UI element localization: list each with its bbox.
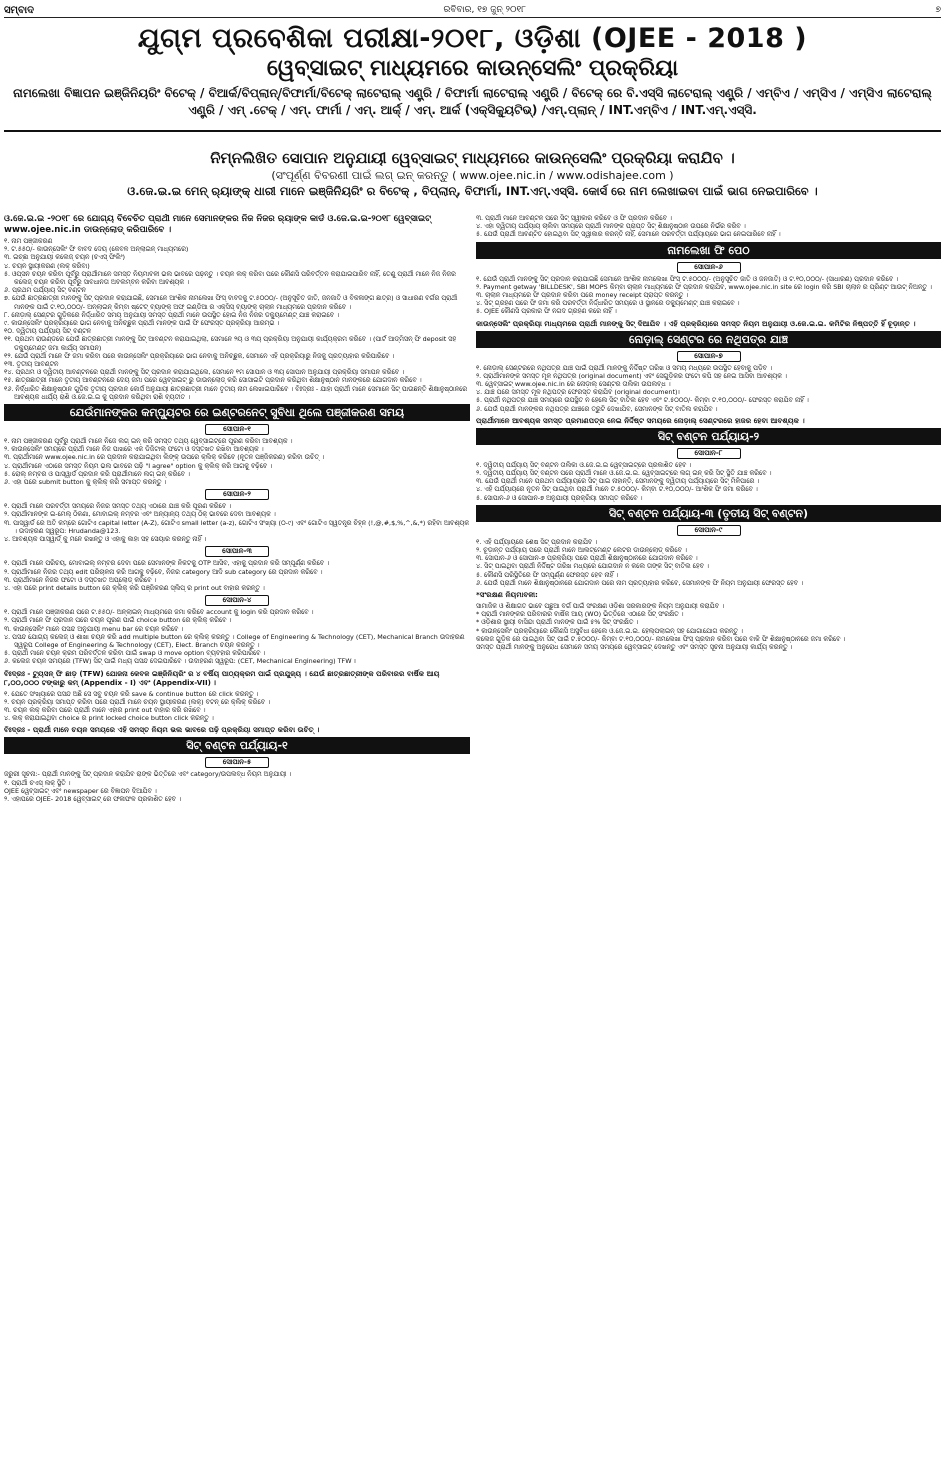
list-item: * କାଉନ୍‌ସେଲିଂ ପ୍ରକ୍ରିୟାରେ କୌଣସି ଅସୁବିଧା ହେଲେ ଓ.ଜେ.ଇ.ଇ. ହେଲ୍ପଲାଇନ୍ ସହ ଯୋଗାଯୋଗ କରନ୍ତୁ ।: [476, 626, 743, 635]
list-item: ୫. ପ୍ରାର୍ଥୀ ମାନେ ଚୟନ କ୍ରମ ପରିବର୍ତ୍ତନ କରିବା ପାଇଁ swap ଓ move option ବ୍ୟବହାର କରିପାରିବେ ।: [4, 649, 266, 658]
list-item: ୩. ଚୟନ ଲକ୍ କରିବା ପରେ ପ୍ରାର୍ଥୀ ମାନେ ଏହାର print out ବାହାର କରି ରଖିବେ ।: [4, 705, 206, 714]
list-item: ୩. କାଉନ୍‌ସେଲିଂ ମାନେ ପସନ୍ଦ ଅନୁଯାୟୀ menu bar ରେ ଚୟନ କରିବେ ।: [4, 624, 184, 633]
list-item: ୫. ଯେଉଁ ପ୍ରାର୍ଥୀ ଆବଣ୍ଟିତ ହୋଇଥିବା ସିଟ୍ ସ୍ୱୀକାର କରନ୍ତି ନାହିଁ, ସେମାନେ ପରବର୍ତ୍ତୀ ପର୍ଯ୍ୟାୟରେ ଭାଗ ନେଇପାରିବେ ନାହିଁ ।: [476, 230, 781, 239]
list-item: * ପ୍ରାର୍ଥୀ ମାନଙ୍କର ପରିବାରର ବାର୍ଷିକ ଆୟ (WO) ଭିତ୍ତିରେ ଏଠାରେ ସିଟ୍ ସଂରକ୍ଷିତ ।: [476, 610, 684, 619]
list-item: ୬. ଯେଉଁ ପ୍ରାର୍ଥୀ ମାନଙ୍କର ନଥିପତ୍ର ଯାଞ୍ଚରେ ତ୍ରୁଟି ଦେଖାଯିବ, ସେମାନଙ୍କ ସିଟ୍ ବାତିଲ କରାଯିବ ।: [476, 404, 718, 413]
list-item: ୪. ପସନ୍ଦ ଯୋଗ୍ୟ କଲେଜ୍ ଓ ଶାଖା ଚୟନ କରି add multiple button ରେ କ୍ଲିକ୍ କରନ୍ତୁ । College of Engineering & Technology (CET), Mechanical Branch ଉଦାହରଣ ସ୍ୱରୂପ College of Engineering & Technology (CET), Elect. Branch ଚୟନ କରନ୍ତୁ ।: [4, 632, 465, 649]
list-item: ୧୦. ଦ୍ୱିତୀୟ ପର୍ଯ୍ୟାୟ ସିଟ୍ ବଣ୍ଟନ: [4, 327, 92, 336]
list-item: ୪. ଲକ୍ କରାଯାଇଥିବା choice ର print locked choice button click କରନ୍ତୁ ।: [4, 714, 214, 723]
list-item: ୪. ଆବଶ୍ୟକ ପାସ୍‌ୱାର୍ଡ୍ କୁ ମନେ ରଖନ୍ତୁ ଓ ଏହାକୁ କାହା ସହ ସେୟାର କରନ୍ତୁ ନାହିଁ ।: [4, 535, 207, 544]
list-item: ୧. ଏହି ପର୍ଯ୍ୟାୟରେ ଶେଷ ସିଟ୍ ପ୍ରଦାନ କରାଯିବ ।: [476, 537, 598, 546]
list-item: ୧୬. ନିର୍ଦ୍ଧାରିତ ଶିକ୍ଷାନୁଷ୍ଠାନ ଗୁଡ଼ିକ ତୃତୀୟ ପ୍ରଦାନ କୋର୍ସ ଅନୁଯାୟୀ ଛାତ୍ରଛାତ୍ରୀ ମାନେ ତୃତୀୟ ନାମ ଲେଖାଇପାରିବେ । ବିଃଦ୍ରଃ - ଯାହା ପ୍ରାର୍ଥୀ ମାନେ ସେମାନେ ସିଟ୍ ପାଉଛନ୍ତି ଶିକ୍ଷାନୁଷ୍ଠାନରେ ଆବଶ୍ୟକ ଧାର୍ଯ୍ୟ ରାଶି ଓ.ଜେ.ଇ.ଇ କୁ ପ୍ରଦାନ କରିଥିବା ରାଶି ବ୍ୟତୀତ ।: [4, 384, 468, 401]
list-item: ୧୨. ଯେଉଁ ପ୍ରାର୍ଥୀ ମାନେ ଫି ଜମା କରିବା ପରେ କାଉନ୍‌ସେଲିଂ ପ୍ରକ୍ରିୟାରେ ଭାଗ ନେବାକୁ ଅନିଚ୍ଛୁକ, ସେମାନେ ଏହି ପ୍ରକ୍ରିୟାରୁ ନିଜକୁ ପ୍ରତ୍ୟାହାର କରିପାରିବେ ।: [4, 351, 395, 360]
list-item: ୨. କାଉନ୍‌ସେଲିଂ ସମୟରେ ପ୍ରାର୍ଥୀ ମାନେ ନିଜ ପାଖରେ ଏକ ଡିଜିଟାଲ୍ ଫଟୋ ଓ ଦସ୍ତଖତ ରଖିବା ଆବଶ୍ୟକ ।: [4, 445, 264, 454]
list-item: ୩. ସୋପାନ-୬ ଓ ସୋପାନ-୭ ପ୍ରକ୍ରିୟା ପରେ ପ୍ରାର୍ଥୀ ଶିକ୍ଷାନୁଷ୍ଠାନରେ ଯୋଗଦାନ କରିବେ ।: [476, 554, 698, 563]
list-item: ୧. ପ୍ରାର୍ଥୀ ଚଏସ୍ ଲକ୍ ସ୍ଥିତି ।: [4, 778, 71, 787]
step-label-9: ସୋପାନ-୯: [677, 525, 741, 536]
list-item: ୨. ଟ.୫୫୦/- କାଉନ୍‌ସେଲିଂ ଫି ବାବଦ ଦେୟ (କେବଳ ଅନ୍‌ଲାଇନ୍ ମାଧ୍ୟମରେ): [4, 245, 189, 254]
step1-list: [4, 437, 470, 486]
notice-eligibility: ଓ.ଜେ.ଇ.ଇ ମେନ୍ ର‍୍ୟାଙ୍କ୍ ଧାରୀ ମାନେ ଇଞ୍ଜିନିୟରିଂ ର ବିଟେକ୍ , ବିପ୍ଲାନ୍, ବିଫାର୍ମା, INT.ଏମ୍.ଏସ୍‌ସି. କୋର୍ସ ରେ ନାମ ଲେଖାଇବା ପାଇଁ ଭାଗ ନେଇପାରିବେ ।: [127, 184, 818, 198]
round3-list: [476, 538, 941, 587]
step-label-8: ସୋପାନ-୮: [677, 448, 741, 459]
list-item: OJEE ୱେବ୍‌ସାଇଟ୍ ଏବଂ newspaper ରେ ବିଜ୍ଞାପନ ଦିଆଯିବ ।: [4, 786, 157, 795]
list-item: ୫. କୌଣସି ପରିସ୍ଥିତିରେ ଫି ସମ୍ପୂର୍ଣ୍ଣ ଫେରସ୍ତ ହେବ ନାହିଁ ।: [476, 570, 619, 579]
section-heading-registration: ଯେଉଁମାନଙ୍କର କମ୍ପ୍ୟୁଟର ରେ ଇଣ୍ଟରନେଟ୍ ସୁବିଧା ଥିଲେ ପଞ୍ଜୀକରଣ ସମୟ: [4, 404, 470, 421]
list-item: ୯. କାଉନ୍‌ସେଲିଂ ପ୍ରକ୍ରିୟାରେ ଭାଗ ନେବାକୁ ଅନିଚ୍ଛୁକ ପ୍ରାର୍ଥୀ ମାନଙ୍କ ପାଇଁ ଫି ଫେରସ୍ତ ପ୍ରକ୍ରିୟା ଆରମ୍ଭ ।: [4, 319, 280, 328]
list-item: ୫. ସୋପାନ-୬ ଓ ସୋପାନ-୭ ଅନୁଯାୟୀ ପ୍ରକ୍ରିୟା ସମାପ୍ତ କରିବେ ।: [476, 493, 643, 502]
right-column: [476, 214, 941, 1470]
list-item: ୨. ପ୍ରାର୍ଥୀ ମାନେ ଫି ପ୍ରଦାନ ପରେ ଚୟନ ପୂରଣ ପାଇଁ choice button ରେ କ୍ଲିକ୍ କରିବେ ।: [4, 616, 232, 625]
step-label-2: ସୋପାନ-୨: [205, 489, 269, 500]
exam-title: ଯୁଗ୍ମ ପ୍ରବେଶିକା ପରୀକ୍ଷା-୨୦୧୮, ଓଡ଼ିଶା (OJEE - 2018 ): [137, 23, 808, 54]
round1-list: [4, 770, 470, 803]
list-item: ୧. ନାମ ପଞ୍ଜୀକରଣ: [4, 237, 53, 245]
list-item: ୪. ଏହି ପର୍ଯ୍ୟାୟରେ ନୂତନ ସିଟ୍ ପାଇଥିବା ପ୍ରାର୍ଥୀ ମାନେ ଟ.୫୦୦୦/- କିମ୍ବା ଟ.୧୦,୦୦୦/- ଆଂଶିକ ଫି ଜମା କରିବେ ।: [476, 485, 758, 494]
list-item: ୧୪. ପ୍ରଥମ ଓ ଦ୍ୱିତୀୟ ଆବଣ୍ଟନରେ ପ୍ରାର୍ଥୀ ମାନଙ୍କୁ ସିଟ୍ ପ୍ରଦାନ କରାଯାଇଥିଲେ, ସେମାନେ ୧ମ ସୋପାନ ଓ ୩ୟ ସୋପାନ ଅନୁଯାୟୀ ପ୍ରକ୍ରିୟା ସମାପନ କରିବେ ।: [4, 368, 405, 377]
list-item: ୩. ୱେବ୍‌ସାଇଟ୍ www.ojee.nic.in ରେ ନୋଡ଼ାଲ୍ ସେଣ୍ଟର ତାଲିକା ଉପଲବ୍ଧ ।: [476, 380, 671, 389]
paper-name: ସମ୍ବାଦ: [4, 4, 34, 16]
list-item: ୨. ପ୍ରାର୍ଥୀମାନଙ୍କ ସମସ୍ତ ମୂଳ ନଥିପତ୍ର (original document) ଏବଂ ସେଗୁଡ଼ିକର ଫଟୋ କପି ସହ ନେଇ ଆସିବା ଆବଶ୍ୟକ ।: [476, 371, 787, 380]
list-item: ୧. ଯେତେ ସଂଖ୍ୟାରେ ପସନ୍ଦ ଅଛି ସେ ସବୁ ଚୟନ କରି save & continue button ରେ click କରନ୍ତୁ ।: [4, 689, 259, 698]
advertisement-header: [4, 20, 941, 132]
list-item: ୫. ଓପ୍ସନ ଚୟନ କରିବା ପୂର୍ବରୁ ପ୍ରାର୍ଥୀମାନେ ସମସ୍ତ ନିୟମାବଳୀ ଭଲ ଭାବରେ ପଢ଼ନ୍ତୁ । ଚୟନ ଲକ୍ କରିବା ପରେ କୌଣସି ପରିବର୍ତ୍ତନ କରାଯାଇପାରିବ ନାହିଁ, ତେଣୁ ପ୍ରାର୍ଥୀ ମାନେ ନିଜ ନିଜର କଲେଜ୍ ଚୟନ କରିବା ପୂର୍ବରୁ ସାବଧାନତା ଅବଲମ୍ବନ କରିବା ଆବଶ୍ୟକ ।: [4, 269, 456, 287]
page-number: ୭: [935, 5, 941, 15]
round2-list: [476, 461, 941, 502]
left-column: [4, 214, 470, 1470]
list-item: ୫. OJEE କୌଣସି ପ୍ରକାର ଫି ନଗଦ ଗ୍ରହଣ କରେ ନାହିଁ ।: [476, 307, 617, 316]
list-item: ୧୧. ପ୍ରଥମ ରାଉଣ୍ଡରେ ଯେଉଁ ଛାତ୍ରଛାତ୍ରୀ ମାନଙ୍କୁ ସିଟ୍ ଆବଣ୍ଟନ କରାଯାଇଥିଲା, ସେମାନେ ୨ୟ ଓ ୩ୟ ପ୍ରକ୍ରିୟା ଅନୁଯାୟୀ କାର୍ଯ୍ୟକ୍ରମ କରିବେ । (ପାର୍ଟ ଆଡ୍‌ମିସନ୍ ଫି deposit ସହ ଡକ୍ୟୁମେଣ୍ଟ୍ ଜମା କାର୍ଯ୍ୟ ସମାପନ): [4, 335, 457, 352]
list-item: ୩. ଯେଉଁ ପ୍ରାର୍ଥୀ ମାନେ ପ୍ରଥମ ପର୍ଯ୍ୟାୟରେ ସିଟ୍ ପାଇ ନାହାନ୍ତି, ସେମାନଙ୍କୁ ଦ୍ୱିତୀୟ ପର୍ଯ୍ୟାୟରେ ସିଟ୍ ମିଳିପାରେ ।: [476, 477, 760, 486]
list-item: ୫. ପ୍ରାର୍ଥୀ ନଥିପତ୍ର ଯାଞ୍ଚ ସମୟରେ ଉପସ୍ଥିତ ନ ହେଲେ ସିଟ୍ ବାତିଲ ହେବ ଏବଂ ଟ.୫୦୦୦/- କିମ୍ବା ଟ.୧୦,୦୦୦/- ଫେରସ୍ତ କରାଯିବ ନାହିଁ ।: [476, 396, 809, 405]
section-heading-round3: ସିଟ୍ ବଣ୍ଟନ ପର୍ଯ୍ୟାୟ-୩ (ତୃତୀୟ ସିଟ୍ ବଣ୍ଟନ): [476, 505, 941, 522]
list-item: ୬. କଲେଜ ଚୟନ ସମୟରେ (TFW) ସିଟ୍ ପାଇଁ ମଧ୍ୟ ପସନ୍ଦ ଦେଇପାରିବେ । ଉଦାହରଣ ସ୍ୱରୂପ: (CET, Mechanical Engineering) TFW ।: [4, 657, 356, 666]
list-item: ୩. ପ୍ରାର୍ଥୀମାନେ ନିଜର ଫଟୋ ଓ ଦସ୍ତଖତ ଅପ୍‌ଲୋଡ୍ କରିବେ ।: [4, 575, 157, 584]
list-item: ୧. ପ୍ରାର୍ଥୀ ମାନେ ପରବର୍ତ୍ତୀ ସମୟରେ ନିଜର ସମସ୍ତ ତଥ୍ୟ ଏଠାରେ ଯାଞ୍ଚ କରି ପୂରଣ କରିବେ ।: [4, 502, 232, 511]
list-item: ସମସ୍ତ ପ୍ରାର୍ଥୀ ମାନଙ୍କୁ ଅନୁରୋଧ ସେମାନେ ସମୟ ସମୟରେ ୱେବ୍‌ସାଇଟ୍ ଦେଖନ୍ତୁ ଏବଂ ସମସ୍ତ ସୂଚନା ଅନୁଯାୟୀ କାର୍ଯ୍ୟ କରନ୍ତୁ ।: [476, 643, 793, 652]
list-item: ୨. ଚୟନ ପ୍ରକ୍ରିୟା ସମାପ୍ତ କରିବା ପରେ ପ୍ରାର୍ଥୀ ମାନେ ଚୟନ ସ୍ଥାୟୀକରଣ (ଲକ୍) ବଟନ୍ ରେ କ୍ଲିକ୍ କରିବେ ।: [4, 697, 270, 706]
step-label-6: ସୋପାନ-୬: [677, 262, 741, 273]
list-item: ୪. ଚୟନ ସ୍ଥାୟୀକରଣ (ଲକ୍ କରିବା): [4, 261, 90, 270]
step-label-7: ସୋପାନ-୭: [677, 351, 741, 362]
list-item: ୬. ପ୍ରଥମ ପର୍ଯ୍ୟାୟ ସିଟ୍ ବଣ୍ଟନ: [4, 286, 86, 295]
list-item: ୧. ଦ୍ୱିତୀୟ ପର୍ଯ୍ୟାୟ ସିଟ୍ ବଣ୍ଟନ ତାଲିକା ଓ.ଜେ.ଇ.ଇ ୱେବ୍‌ସାଇଟ୍‌ରେ ପ୍ରକାଶିତ ହେବ ।: [476, 460, 692, 469]
step4-list: [4, 608, 470, 665]
issue-date: ରବିବାର, ୧୭ ଜୁନ୍ ୨୦୧୮: [443, 5, 526, 15]
step3-list: [4, 559, 470, 592]
list-item: ୨. ଦ୍ୱିତୀୟ ପର୍ଯ୍ୟାୟ ସିଟ୍ ବଣ୍ଟନ ପରେ ପ୍ରାର୍ଥୀ ମାନେ ଓ.ଜେ.ଇ.ଇ. ୱେବ୍‌ସାଇଟ୍‌ରେ ଲଗ୍ ଇନ୍ କରି ସିଟ୍ ସ୍ଥିତି ଯାଞ୍ଚ କରିବେ ।: [476, 469, 772, 478]
step-label-5: ସୋପାନ-୫: [205, 757, 269, 768]
process-title: ୱେବ୍‌ସାଇଟ୍ ମାଧ୍ୟମରେ କାଉନ୍‌ସେଲିଂ ପ୍ରକ୍ରିୟା: [266, 56, 679, 81]
list-item: ୨. ଏହାପରେ OJEE- 2018 ୱେବ୍‌ସାଇଟ୍ ରେ ଫଳାଫଳ ପ୍ରକାଶିତ ହେବ ।: [4, 794, 181, 803]
list-item: ୩. ଚାଲାନ ମାଧ୍ୟମରେ ଫି ପ୍ରଦାନ କରିବା ପରେ money receipt ପ୍ରାପ୍ତ କରନ୍ତୁ ।: [476, 291, 689, 300]
top-list: [476, 214, 941, 239]
list-item: ୪. ସିଟ୍ ଗ୍ରହଣ ପରେ ଫି ଜମା କରି ପରବର୍ତ୍ତୀ ନିର୍ଦ୍ଦ୍ଧାରିତ ସମୟରେ ଓ ସ୍ଥାନରେ ଡକ୍ୟୁମେଣ୍ଟ୍ ଯାଞ୍ଚ କରାଇବେ ।: [476, 299, 740, 308]
list-item: ୧. ପ୍ରାର୍ଥୀ ମାନେ ପଞ୍ଜୀକରଣ ପରେ ଟ.୫୫୦/- ଅନ୍‌ଲାଇନ୍ ମାଧ୍ୟମରେ ଜମା କରିବେ account କୁ login କରି ପ୍ରଦାନ କରିବେ ।: [4, 608, 314, 617]
list-item: ୨. ଚୂଡ଼ାନ୍ତ ପର୍ଯ୍ୟାୟ ପରେ ପ୍ରାର୍ଥୀ ମାନେ ଆଲଟ୍‌ମେଣ୍ଟ ଲେଟର ଡାଉନ୍‌ଲୋଡ୍ କରିବେ ।: [476, 546, 687, 555]
list-item: ୬. ଯେଉଁ ପ୍ରାର୍ଥୀ ମାନେ ଶିକ୍ଷାନୁଷ୍ଠାନରେ ଯୋଗଦାନ ପରେ ନାମ ପ୍ରତ୍ୟାହାର କରିବେ, ସେମାନଙ୍କ ଫି ନିୟମ ଅନୁଯାୟୀ ଫେରସ୍ତ ହେବ ।: [476, 578, 804, 587]
counselling-note: କାଉନ୍‌ସେଲିଂ ପ୍ରକ୍ରିୟା ମାଧ୍ୟମରେ ପ୍ରାର୍ଥୀ ମାନଙ୍କୁ ସିଟ୍ ଦିଆଯିବ । ଏହି ପ୍ରକ୍ରିୟାରେ ସମସ୍ତ ନିୟମ ଅନୁଯାୟୀ ଓ.ଜେ.ଇ.ଇ. କମିଟିର ନିଷ୍ପତ୍ତି ହିଁ ଚୂଡ଼ାନ୍ତ ।: [476, 318, 916, 328]
list-item: ୮. ନୋଡ଼ାଲ୍ ସେଣ୍ଟର ଗୁଡ଼ିକରେ ନିର୍ଦ୍ଦ୍ଧାରିତ ସମୟ ଅନୁଯାୟୀ ସମସ୍ତ ପ୍ରାର୍ଥୀ ମାନେ ଉପସ୍ଥିତ ହୋଇ ନିଜ ନିଜର ଡକ୍ୟୁମେଣ୍ଟ୍ ଯାଞ୍ଚ କରାଇବେ ।: [4, 310, 340, 319]
masthead: [4, 3, 941, 18]
list-item: * ଓଡ଼ିଶାର ସ୍ଥାୟୀ ବାସିନ୍ଦା ପ୍ରାର୍ଥୀ ମାନଙ୍କ ପାଇଁ ୫% ସିଟ୍ ସଂରକ୍ଷିତ ।: [476, 618, 639, 627]
notice-heading: ନିମ୍ନଲିଖିତ ସୋପାନ ଅନୁଯାୟୀ ୱେବ୍‌ସାଇଟ୍ ମାଧ୍ୟମରେ କାଉନ୍‌ସେଲିଂ ପ୍ରକ୍ରିୟା କରାଯିବ ।: [210, 149, 735, 167]
step-label-3: ସୋପାନ-୩: [205, 546, 269, 557]
choice-list: [4, 690, 470, 723]
list-item: ୧. ପ୍ରାର୍ଥୀ ମାନେ ପରିଚୟ, ମୋବାଇଲ୍ ନମ୍ବର ଦେବା ପରେ ସେମାନଙ୍କ ନିକଟକୁ OTP ଆସିବ, ଏହାକୁ ପ୍ରଦାନ କରି ସମ୍ପୂର୍ଣ୍ଣ କରିବେ ।: [4, 559, 330, 568]
list-item: ୩. ପ୍ରାର୍ଥୀ ମାନେ ଆବଣ୍ଟନ ପରେ ସିଟ୍ ସ୍ୱୀକାର କରିବେ ଓ ଫି ପ୍ରଦାନ କରିବେ ।: [476, 214, 672, 222]
intro-text: ଓ.ଜେ.ଇ.ଇ -୨୦୧୮ ରେ ଯୋଗ୍ୟ ବିବେଚିତ ପ୍ରାର୍ଥୀ ମାନେ ସେମାନଙ୍କର ନିଜ ନିଜର ର‍୍ୟାଙ୍କ କାର୍ଡ ଓ.ଜେ.ଇ.ଇ-୨୦୧୮ ୱେବ୍‌ସାଇଟ୍ www.ojee.nic.in ଡାଉନ୍‌ଲୋଡ୍ କରିପାରିବେ ।: [4, 214, 432, 235]
reservation-list: [476, 602, 941, 651]
list-item: ୪. ଯାଞ୍ଚ ପରେ ସମସ୍ତ ମୂଳ ନଥିପତ୍ର ଫେରସ୍ତ କରାଯିବ (original document)।: [476, 388, 680, 397]
nodal-list: [476, 364, 941, 413]
step-label-1: ସୋପାନ-୧: [205, 424, 269, 435]
section-heading-round1: ସିଟ୍ ବଣ୍ଟନ ପର୍ଯ୍ୟାୟ-୧: [4, 737, 470, 754]
notice-websites: (ସଂପୂର୍ଣ୍ଣ ବିବରଣୀ ପାଇଁ ଲଗ୍ ଇନ୍ କରନ୍ତୁ ( www.ojee.nic.in / www.odishajee.com ): [271, 169, 674, 182]
section-heading-nodal: ନୋଡ଼ାଲ୍ ସେଣ୍ଟର ରେ ନଥିପତ୍ର ଯାଞ୍ଚ: [476, 331, 941, 348]
list-item: ୪. ପ୍ରାର୍ଥୀମାନେ ଏଠାରେ ସମସ୍ତ ନିୟମ ଭଲ ଭାବରେ ପଢ଼ି "I agree" option କୁ କ୍ଲିକ୍ କରି ଆଗକୁ ବଢ଼ିବେ ।: [4, 461, 273, 470]
list-item: ୪. ଏହା ପରେ print details button ରେ କ୍ଲିକ୍ କରି ପଞ୍ଜିକରଣ ସ୍ଲିପ୍ ର print out ବାହାର କରନ୍ତୁ ।: [4, 583, 265, 592]
list-item: ୬. ଏହା ପରେ submit button କୁ କ୍ଲିକ୍ କରି ସମାପ୍ତ କରନ୍ତୁ ।: [4, 478, 167, 487]
list-item: ୩. ପ୍ରାର୍ଥୀମାନେ www.ojee.nic.in ରେ ପ୍ରଦାନ କରାଯାଇଥିବା ଲିଙ୍କ୍ ଉପରେ କ୍ଲିକ୍ କରିବେ (ନୂତନ ପଞ୍ଜିକରଣ) କରିବା ଉଚିତ୍ ।: [4, 453, 325, 462]
list-item: ୨. ପ୍ରାର୍ଥୀମାନେ ନିଜର ତଥ୍ୟ edit ପରିଚାଳନା କରି ଆଗକୁ ବଢ଼ିବେ, ନିଜର category ଆଦି sub category ରେ ପ୍ରଦାନ କରିବେ ।: [4, 567, 323, 576]
list-item: ୧. ଯେଉଁ ପ୍ରାର୍ଥୀ ମାନଙ୍କୁ ସିଟ୍ ପ୍ରଦାନ କରାଯାଇଛି ସେମାନେ ଆଂଶିକ ନାମଲେଖା ଫିସ୍ ଟ.୫୦୦୦/- (ଅନୁସୂଚିତ ଜାତି ଓ ଜନଜାତି) ଓ ଟ.୧୦,୦୦୦/- (ସାଧାରଣ) ପ୍ରଦାନ କରିବେ ।: [476, 274, 899, 283]
tfw-note: ବିଃଦ୍ରଃ - ଟ୍ୟୁସନ୍ ଫି ଛାଡ଼ (TFW) ଯୋଜନା କେବଳ ଇଞ୍ଜିନିୟରିଂ ର ୪ ବର୍ଷିୟ ପାଠ୍ୟକ୍ରମ ପାଇଁ ପ୍ରଯୁଜ୍ୟ । ଯେଉଁ ଛାତ୍ରଛାତ୍ରୀଙ୍କ ପରିବାରର ବାର୍ଷିକ ଆୟ ୮,୦୦,୦୦୦ ଟଙ୍କାରୁ କମ୍ (Appendix - I) ଏବଂ (Appendix-VII) ।: [4, 668, 440, 687]
choice-note: ବିଃଦ୍ରଃ - ପ୍ରାର୍ଥୀ ମାନେ ଚୟନ ସମୟରେ ଏହି ସମସ୍ତ ନିୟମ ଭଲ ଭାବରେ ପଢ଼ି ପ୍ରକ୍ରିୟା ସମାପ୍ତ କରିବା ଉଚିତ୍ ।: [4, 725, 320, 735]
list-item: କଲେଜ ଗୁଡ଼ିକ ରେ ପାଇଥିବା ସିଟ୍ ପାଇଁ ଟ.୫୦୦୦/- କିମ୍ବା ଟ.୧୦,୦୦୦/- ନାମଲେଖା ଫିସ୍ ପ୍ରଦାନ କରିବା ପରେ ବାକି ଫି ଶିକ୍ଷାନୁଷ୍ଠାନରେ ଜମା କରିବେ ।: [476, 634, 846, 643]
list-item: ୧୫. ଛାତ୍ରଛାତ୍ରୀ ମାନେ ତୃତୀୟ ଆବଣ୍ଟନରେ ଦେୟ ଜମା ପରେ ୱେବ୍‌ସାଇଟ୍ ରୁ ଡାଉନ୍‌ଲୋଡ୍ କରି ସୋସାଇଟି ପ୍ରଦାନ କରିଥିବା ଶିକ୍ଷାନୁଷ୍ଠାନ ମାନଙ୍କରେ ଯୋଗଦାନ କରିବେ ।: [4, 376, 422, 385]
notice-box: [4, 148, 941, 212]
step2-list: [4, 502, 470, 543]
list-item: ୩. ଇଚ୍ଛା ଅନୁଯାୟୀ କଲେଜ୍ ଚୟନ (ଚଏସ୍ ଫିଲିଂ): [4, 253, 125, 262]
list-item: ୭. ଯେଉଁ ଛାତ୍ରଛାତ୍ରୀ ମାନଙ୍କୁ ସିଟ୍ ପ୍ରଦାନ କରାଯାଇଛି, ସେମାନେ ଆଂଶିକ ନାମଲେଖା ଫିସ୍ ବାବଦକୁ ଟ.୫୦୦୦/- (ଅନୁସୂଚିତ ଜାତି, ଜନଜାତି ଓ ବିକଳାଙ୍ଗ ଛାତ୍ର) ଓ ସାଧାରଣ ବର୍ଗର ପ୍ରାର୍ଥୀ ମାନଙ୍କ ପାଇଁ ଟ.୧୦,୦୦୦/- ଅନ୍‌ଲାଇନ୍ କିମ୍ବା ଷ୍ଟେଟ୍ ବ୍ୟାଙ୍କ୍ ଅଫ୍ ଇଣ୍ଡିଆ ର ଏକ୍ସିସ୍ ବ୍ୟାଙ୍କ୍ ଚାଲାନ ମାଧ୍ୟମରେ ପ୍ରଦାନ କରିବେ ।: [4, 294, 458, 311]
step-label-4: ସୋପାନ-୪: [205, 595, 269, 606]
list-item: ଜରୁରୀ ସୂଚନା:- ପ୍ରାର୍ଥୀ ମାନଙ୍କୁ ସିଟ୍ ପ୍ରଦାନ କରାଯିବ ରାଙ୍କ ଭିତ୍ତିରେ ଏବଂ category/ଉପଲବ୍ଧ ନିୟମ ଅନୁଯାୟୀ ।: [4, 770, 292, 779]
list-item: ୨. ପ୍ରାର୍ଥୀମାନଙ୍କ ଇ-ମେଲ୍ ଠିକଣା, ମୋବାଇଲ୍ ନମ୍ବର ଏବଂ ଅନ୍ୟାନ୍ୟ ତଥ୍ୟ ଠିକ୍ ଭାବରେ ଦେବା ଆବଶ୍ୟକ ।: [4, 510, 276, 519]
list-item: ସାମାଜିକ ଓ ଶିକ୍ଷାଗତ ଭାବେ ପଛୁଆ ବର୍ଗ ପାଇଁ ସଂରକ୍ଷଣ ଓଡ଼ିଶା ସରକାରଙ୍କ ନିୟମ ଅନୁଯାୟୀ କରାଯିବ ।: [476, 602, 724, 611]
list-item: ୪. ଏହା ଦ୍ୱିତୀୟ ପର୍ଯ୍ୟାୟ ଚାଲିବା ସମୟରେ ପ୍ରାର୍ଥୀ ମାନଙ୍କ ପ୍ରାପ୍ତ ସିଟ୍ ଶିକ୍ଷାନୁଷ୍ଠାନ ଉପରେ ନିର୍ଭର କରିବ ।: [476, 222, 746, 231]
course-list: ନାମଲେଖା ବିଜ୍ଞାପନ ଇଞ୍ଜିନିୟରିଂ ବିଟେକ୍ / ବିଆର୍କ/ବିପ୍ଲାନ୍/ବିଫାର୍ମା/ବିଟେକ୍ ଲାଟେରାଲ୍ ଏଣ୍ଟ୍ରି / ବିଫାର୍ମା ଲାଟେରାଲ୍ ଏଣ୍ଟ୍ରି / ବିଟେକ୍ ରେ ବି.ଏସ୍‌ସି ଲାଟେରାଲ୍ ଏଣ୍ଟ୍ରି / ଏମ୍‌ବିଏ / ଏମ୍‌ସିଏ / ଏମ୍‌ସିଏ ଲାଟେରାଲ୍ ଏଣ୍ଟ୍ରି / ଏମ୍ .ଟେକ୍ / ଏମ୍. ଫାର୍ମା / ଏମ୍. ଆର୍କ୍ / ଏମ୍. ଆର୍କ (ଏକ୍ସିକ୍ୟୁଟିଭ୍) /ଏମ୍.ପ୍ଲାନ୍ / INT.ଏମ୍‌ବିଏ / INT.ଏମ୍.ଏସ୍‌ସି.: [13, 86, 932, 117]
list-item: ୪. ସିଟ୍ ପାଇଥିବା ପ୍ରାର୍ଥୀ ନିର୍ଦ୍ଦିଷ୍ଟ ତାରିଖ ମଧ୍ୟରେ ଯୋଗଦାନ ନ କଲେ ତାଙ୍କ ସିଟ୍ ବାତିଲ ହେବ ।: [476, 562, 709, 571]
overview-list: [4, 237, 470, 401]
reservation-heading: *ସଂରକ୍ଷଣ ନିୟମାବଳୀ:: [476, 590, 538, 600]
list-item: ୫. ରୋଲ୍ ନମ୍ବର ଓ ପାସ୍‌ୱାର୍ଡ ପ୍ରଦାନ କରି ପ୍ରାର୍ଥୀମାନେ ଲଗ୍ ଇନ୍ କରିବେ ।: [4, 469, 190, 478]
list-item: ୧୩. ତୃତୀୟ ଆବଣ୍ଟନ: [4, 360, 59, 369]
list-item: ୧. ନାମ ପଞ୍ଜୀକରଣ ପୂର୍ବରୁ ପ୍ରାର୍ଥୀ ମାନେ ନିଜେ ଲଗ୍ ଇନ୍ କରି ସମସ୍ତ ତଥ୍ୟ ୱେବ୍‌ସାଇଟ୍‌ରେ ପୂରଣ କରିବା ଆବଶ୍ୟକ ।: [4, 437, 293, 446]
list-item: ୨. Payment getway 'BILLDESK', SBI MOPS କିମ୍ବା ଚାଲାନ ମାଧ୍ୟମରେ ଫି ପ୍ରଦାନ କରାଯିବ, www.ojee.nic.in site ରେ login କରି SBI ଚାଲାନ ର ପ୍ରିଣ୍ଟ ଆଉଟ୍ ନିଅନ୍ତୁ ।: [476, 282, 932, 291]
fee-list: [476, 275, 941, 316]
list-item: ୩. ପାସ୍‌ୱାର୍ଡ ରେ ଅତି କମ୍‌ରେ ଗୋଟିଏ capital letter (A-Z), ଗୋଟିଏ small letter (a-z), ଗୋଟିଏ ସଂଖ୍ୟା (୦-୯) ଏବଂ ଗୋଟିଏ ସ୍ୱତନ୍ତ୍ର ଚିହ୍ନ (!,@,#,$,%,^,&,*) ରହିବା ଆବଶ୍ୟକ । ଉଦାହରଣ ସ୍ୱରୂପ: Hrudanda@123.: [4, 518, 470, 535]
section-heading-fee: ନାମଲେଖା ଫି ପେଠ: [476, 242, 941, 259]
section-heading-round2: ସିଟ୍ ବଣ୍ଟନ ପର୍ଯ୍ୟାୟ-୨: [476, 428, 941, 445]
list-item: ୧. ନୋଡ଼ାଲ୍ ସେଣ୍ଟରରେ ନଥିପତ୍ର ଯାଞ୍ଚ ପାଇଁ ପ୍ରାର୍ଥୀ ମାନଙ୍କୁ ନିର୍ଦ୍ଦିଷ୍ଟ ତାରିଖ ଓ ସମୟ ମଧ୍ୟରେ ଉପସ୍ଥିତ ହେବାକୁ ପଡ଼ିବ ।: [476, 363, 772, 372]
nodal-note: ପ୍ରାର୍ଥୀମାନେ ଆବଶ୍ୟକ ସମସ୍ତ ପ୍ରମାଣପତ୍ର ନେଇ ନିର୍ଦ୍ଦିଷ୍ଟ ସମୟରେ ନୋଡ଼ାଲ୍ ସେଣ୍ଟରରେ ହାଜର ହେବା ଆବଶ୍ୟକ ।: [476, 415, 805, 425]
